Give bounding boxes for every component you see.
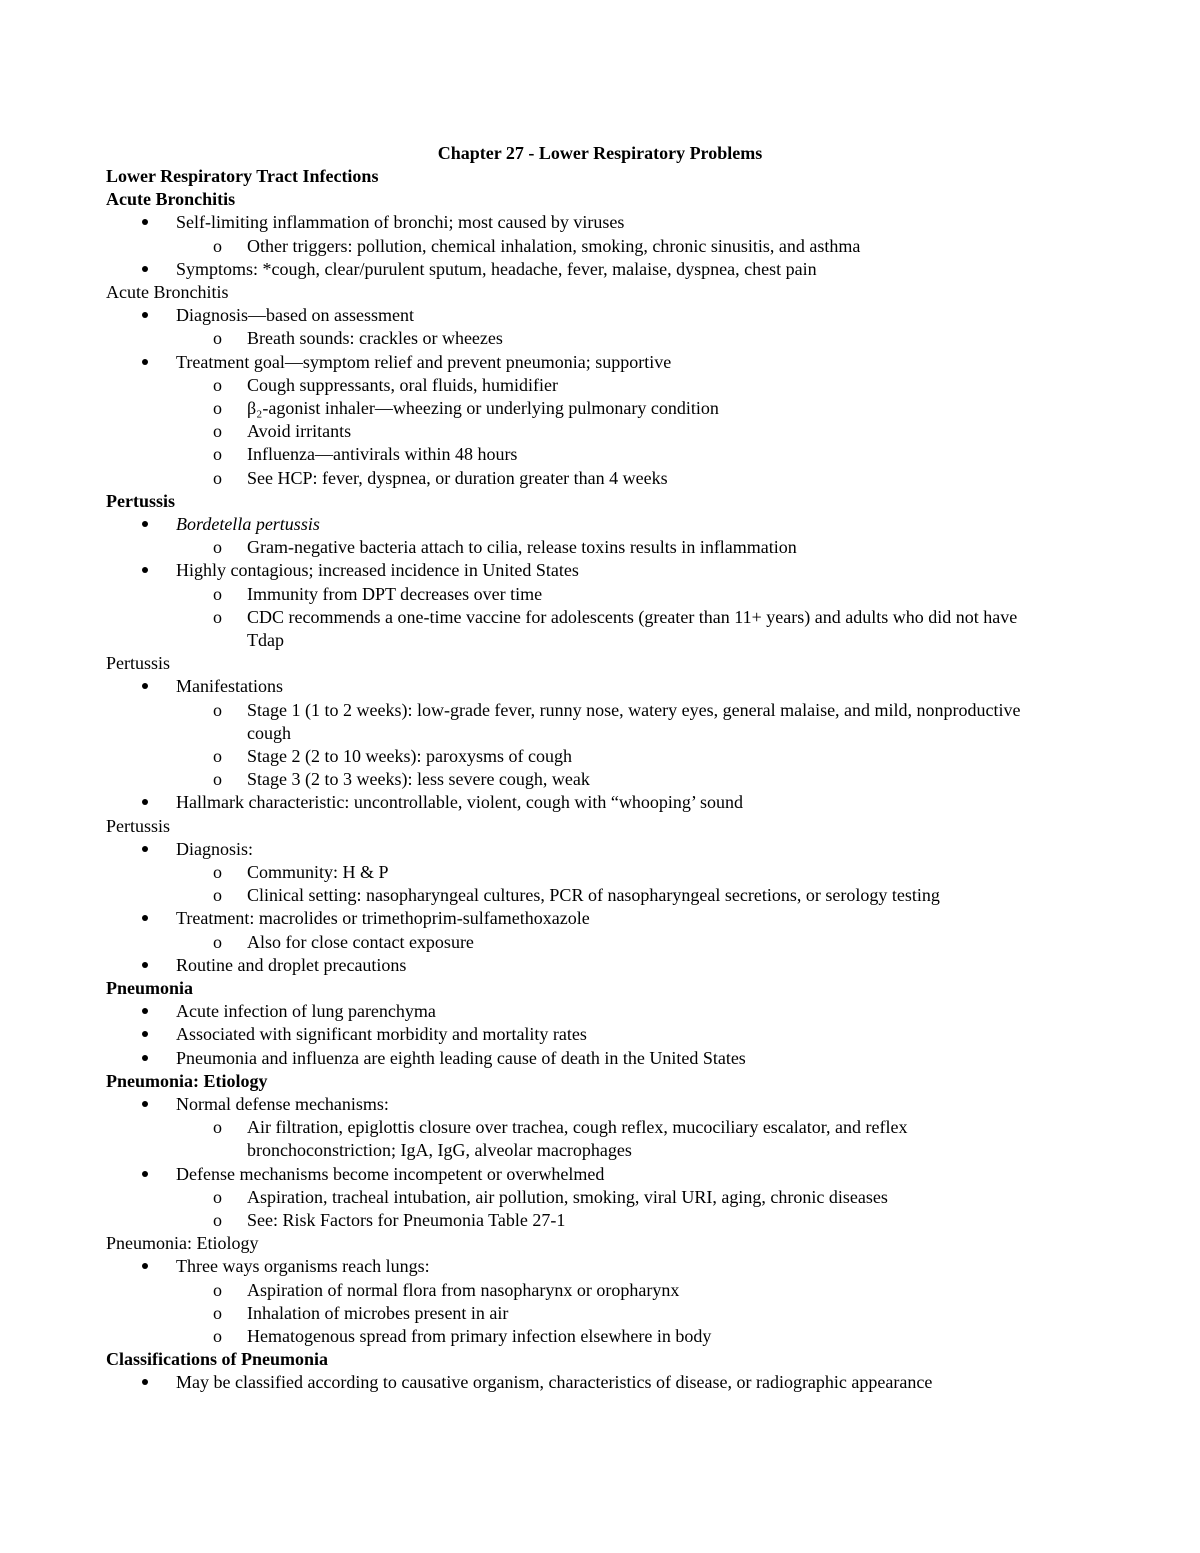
bullet-icon — [142, 312, 148, 318]
sub-bullet-item: Hematogenous spread from primary infection elsewhere in body — [247, 1326, 712, 1346]
bullet-icon — [142, 1101, 148, 1107]
sub-bullet-item: Cough suppressants, oral fluids, humidifier — [247, 374, 558, 395]
sub-bullet-item: Other triggers: pollution, chemical inhalation, smoking, chronic sinusitis, and asthma — [247, 235, 861, 256]
section-heading: Pertussis — [106, 490, 175, 511]
bullet-icon — [142, 359, 148, 365]
sub-bullet-icon: o — [213, 606, 222, 627]
sub-bullet-icon: o — [213, 398, 222, 418]
bullet-item: Pneumonia and influenza are eighth leading cause of death in the United States — [176, 1047, 746, 1068]
sub-bullet-item: See HCP: fever, dyspnea, or duration greater than 4 weeks — [247, 467, 668, 488]
sub-bullet-icon: o — [213, 537, 222, 558]
bullet-item: May be classified according to causative organism, characteristics of disease, or radiographic appearance — [176, 1372, 933, 1393]
bullet-icon — [142, 962, 148, 968]
bullet-icon — [142, 1171, 148, 1177]
section-label: Pertussis — [106, 815, 171, 836]
sub-bullet-icon: o — [213, 699, 222, 720]
bullet-item: Bordetella pertussis — [176, 514, 320, 534]
sub-bullet-icon: o — [213, 444, 222, 465]
sub-bullet-continuation: cough — [247, 722, 291, 743]
sub-bullet-item: Stage 3 (2 to 3 weeks): less severe cough, weak — [247, 769, 590, 790]
bullet-item: Manifestations — [176, 676, 283, 697]
bullet-item: Treatment goal—symptom relief and prevent pneumonia; supportive — [176, 351, 672, 372]
sub-bullet-icon: o — [213, 862, 222, 882]
bullet-icon — [142, 266, 148, 272]
sub-bullet-icon: o — [213, 1326, 222, 1346]
sub-bullet-item: Stage 2 (2 to 10 weeks): paroxysms of cough — [247, 746, 572, 766]
sub-bullet-item: Inhalation of microbes present in air — [247, 1302, 509, 1323]
sub-bullet-icon: o — [213, 374, 222, 395]
sub-bullet-icon: o — [213, 769, 222, 790]
sub-bullet-icon: o — [213, 328, 222, 349]
sub-bullet-icon: o — [213, 1186, 222, 1207]
sub-bullet-item: See: Risk Factors for Pneumonia Table 27-1 — [247, 1210, 566, 1230]
sub-bullet-icon: o — [213, 1279, 222, 1300]
bullet-item: Treatment: macrolides or trimethoprim-sulfamethoxazole — [176, 908, 590, 929]
bullet-icon — [142, 1055, 148, 1061]
bullet-icon — [142, 521, 148, 527]
sub-bullet-item: Immunity from DPT decreases over time — [247, 583, 543, 604]
bullet-icon — [142, 1031, 148, 1037]
sub-bullet-continuation: bronchoconstriction; IgA, IgG, alveolar macrophages — [247, 1140, 632, 1161]
section-heading: Classifications of Pneumonia — [106, 1349, 329, 1370]
sub-bullet-item: Breath sounds: crackles or wheezes — [247, 328, 503, 349]
sub-bullet-icon: o — [213, 746, 222, 766]
sub-bullet-item: Aspiration of normal flora from nasopharynx or oropharynx — [247, 1279, 680, 1300]
bullet-icon — [142, 1263, 148, 1269]
bullet-icon — [142, 567, 148, 573]
sub-bullet-item: Gram-negative bacteria attach to cilia, release toxins results in inflammation — [247, 537, 797, 558]
bullet-icon — [142, 1379, 148, 1385]
bullet-item: Defense mechanisms become incompetent or overwhelmed — [176, 1163, 605, 1184]
sub-bullet-item: Also for close contact exposure — [247, 931, 474, 952]
bullet-item: Associated with significant morbidity and mortality rates — [176, 1024, 587, 1045]
bullet-item: Diagnosis—based on assessment — [176, 305, 414, 326]
bullet-item: Hallmark characteristic: uncontrollable, violent, cough with “whooping’ sound — [176, 792, 744, 813]
sub-bullet-item: β₂-agonist inhaler—wheezing or underlying pulmonary condition — [247, 398, 719, 418]
sub-bullet-item: Air filtration, epiglottis closure over trachea, cough reflex, mucociliary escalator, and reflex — [247, 1117, 908, 1138]
sub-bullet-icon: o — [213, 885, 222, 906]
sub-bullet-icon: o — [213, 235, 222, 256]
section-heading: Acute Bronchitis — [106, 189, 236, 210]
bullet-item: Symptoms: *cough, clear/purulent sputum, headache, fever, malaise, dyspnea, chest pain — [176, 258, 817, 279]
section-heading: Pneumonia — [106, 978, 194, 998]
bullet-item: Self-limiting inflammation of bronchi; most caused by viruses — [176, 212, 625, 233]
section-label: Pertussis — [106, 653, 171, 674]
sub-bullet-item: Avoid irritants — [247, 421, 352, 442]
bullet-item: Three ways organisms reach lungs: — [176, 1256, 430, 1277]
bullet-item: Acute infection of lung parenchyma — [176, 1001, 436, 1022]
bullet-icon — [142, 915, 148, 921]
section-label: Pneumonia: Etiology — [106, 1233, 259, 1254]
bullet-icon — [142, 219, 148, 225]
sub-bullet-item: Influenza—antivirals within 48 hours — [247, 444, 518, 465]
sub-bullet-icon: o — [213, 1117, 222, 1138]
bullet-item: Diagnosis: — [176, 838, 254, 859]
sub-bullet-item: Clinical setting: nasopharyngeal cultures, PCR of nasopharyngeal secretions, or serology testing — [247, 885, 940, 906]
sub-bullet-item: Stage 1 (1 to 2 weeks): low-grade fever, runny nose, watery eyes, general malaise, and mild, nonproductive — [247, 699, 1021, 720]
sub-bullet-icon: o — [213, 467, 222, 488]
bullet-icon — [142, 799, 148, 805]
sub-bullet-icon: o — [213, 583, 222, 604]
section-heading: Pneumonia: Etiology — [106, 1070, 268, 1091]
sub-bullet-icon: o — [213, 1302, 222, 1323]
page-title: Chapter 27 - Lower Respiratory Problems — [437, 143, 763, 163]
bullet-item: Routine and droplet precautions — [176, 954, 407, 975]
sub-bullet-icon: o — [213, 931, 222, 952]
sub-bullet-item: Community: H & P — [247, 862, 389, 882]
bullet-icon — [142, 846, 148, 852]
sub-bullet-icon: o — [213, 1210, 222, 1230]
bullet-item: Normal defense mechanisms: — [176, 1094, 389, 1114]
sub-bullet-icon: o — [213, 421, 222, 442]
sub-bullet-continuation: Tdap — [247, 630, 284, 650]
sub-bullet-item: Aspiration, tracheal intubation, air pollution, smoking, viral URI, aging, chronic diseases — [247, 1186, 888, 1207]
sub-bullet-item: CDC recommends a one-time vaccine for adolescents (greater than 11+ years) and adults who did not have — [247, 606, 1018, 627]
bullet-icon — [142, 683, 148, 689]
bullet-item: Highly contagious; increased incidence in United States — [176, 560, 579, 581]
section-label: Acute Bronchitis — [106, 282, 229, 302]
section-heading: Lower Respiratory Tract Infections — [106, 166, 379, 186]
bullet-icon — [142, 1008, 148, 1014]
